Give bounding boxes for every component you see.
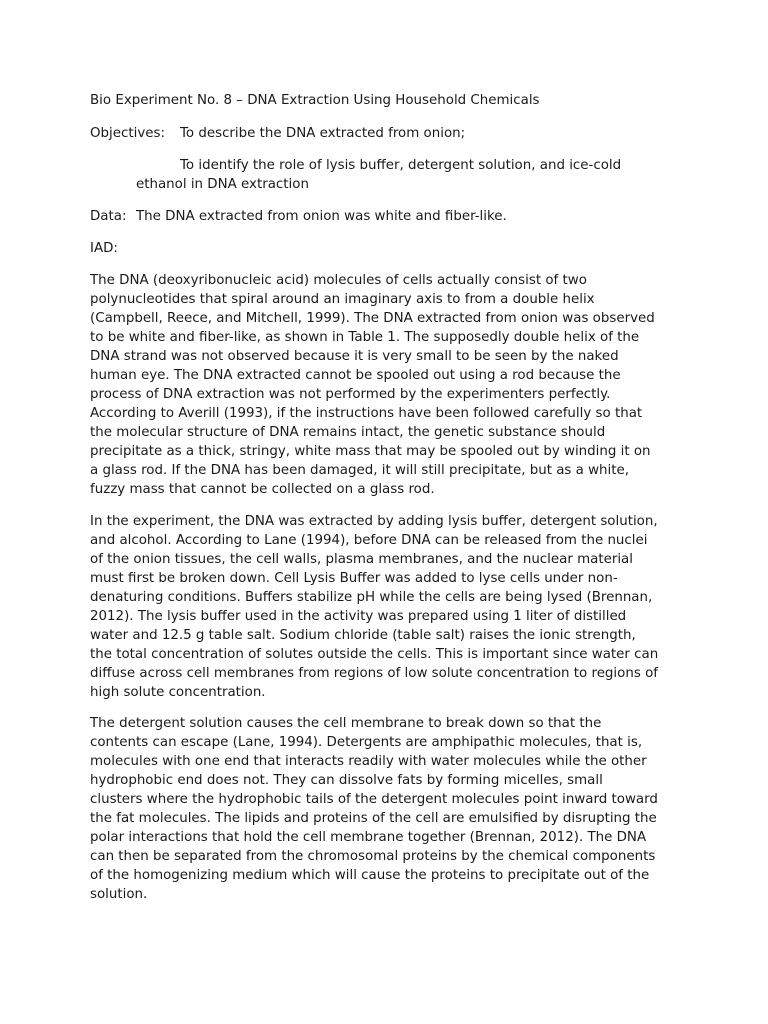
document-title: Bio Experiment No. 8 – DNA Extraction Using Household Chemicals — [90, 93, 540, 108]
paragraph-line: The detergent solution causes the cell membrane to break down so that the — [90, 716, 602, 731]
paragraph-line: fuzzy mass that cannot be collected on a glass rod. — [90, 482, 435, 497]
paragraph-line: solution. — [90, 887, 148, 902]
data-row — [90, 207, 507, 226]
paragraph-line: polynucleotides that spiral around an imaginary axis to from a double helix — [90, 292, 595, 307]
objectives-label: Objectives: — [90, 126, 165, 141]
paragraph-line: precipitate as a thick, stringy, white mass that may be spooled out by winding it on — [90, 444, 651, 459]
data-text: The DNA extracted from onion was white and fiber-like. — [136, 209, 507, 224]
paragraph-line: can then be separated from the chromosomal proteins by the chemical components — [90, 849, 656, 864]
paragraph-line: hydrophobic end does not. They can dissolve fats by forming micelles, small — [90, 773, 603, 788]
paragraph-line: the total concentration of solutes outside the cells. This is important since water can — [90, 647, 659, 662]
paragraph-line: high solute concentration. — [90, 685, 266, 700]
paragraph-line: of the homogenizing medium which will cause the proteins to precipitate out of the — [90, 868, 650, 883]
paragraph-detergent — [90, 714, 690, 904]
paragraph-line: the molecular structure of DNA remains intact, the genetic substance should — [90, 425, 606, 440]
paragraph-line: must first be broken down. Cell Lysis Buffer was added to lyse cells under non- — [90, 571, 618, 586]
paragraph-line: the fat molecules. The lipids and proteins of the cell are emulsified by disrupting the — [90, 811, 657, 826]
paragraph-line: to be white and fiber-like, as shown in Table 1. The supposedly double helix of the — [90, 330, 640, 345]
paragraph-line: process of DNA extraction was not performed by the experimenters perfectly. — [90, 387, 611, 402]
objective-item-1: To describe the DNA extracted from onion; — [180, 126, 466, 141]
paragraph-line: molecules with one end that interacts readily with water molecules while the other — [90, 754, 647, 769]
paragraph-line: diffuse across cell membranes from regions of low solute concentration to regions of — [90, 666, 658, 681]
paragraph-line: human eye. The DNA extracted cannot be spooled out using a rod because the — [90, 368, 621, 383]
paragraph-line: a glass rod. If the DNA has been damaged, it will still precipitate, but as a white, — [90, 463, 630, 478]
paragraph-line: of the onion tissues, the cell walls, plasma membranes, and the nuclear material — [90, 552, 633, 567]
paragraph-line: polar interactions that hold the cell membrane together (Brennan, 2012). The DNA — [90, 830, 647, 845]
paragraph-line: DNA strand was not observed because it is very small to be seen by the naked — [90, 349, 619, 364]
paragraph-line: contents can escape (Lane, 1994). Detergents are amphipathic molecules, that is, — [90, 735, 643, 750]
paragraph-line: 2012). The lysis buffer used in the activity was prepared using 1 liter of distilled — [90, 609, 627, 624]
objectives-row — [90, 124, 465, 143]
paragraph-lysis-buffer — [90, 512, 690, 702]
paragraph-line: clusters where the hydrophobic tails of the detergent molecules point inward toward — [90, 792, 658, 807]
paragraph-line: In the experiment, the DNA was extracted by adding lysis buffer, detergent solution, — [90, 514, 658, 529]
paragraph-dna-structure — [90, 271, 690, 499]
paragraph-line: denaturing conditions. Buffers stabilize pH while the cells are being lysed (Brennan, — [90, 590, 653, 605]
objective-item-2-line-1: To identify the role of lysis buffer, detergent solution, and ice-cold — [180, 158, 622, 173]
paragraph-line: water and 12.5 g table salt. Sodium chloride (table salt) raises the ionic strength, — [90, 628, 636, 643]
paragraph-line: and alcohol. According to Lane (1994), before DNA can be released from the nuclei — [90, 533, 648, 548]
data-label: Data: — [90, 209, 127, 224]
objective-item-2-line-2: ethanol in DNA extraction — [136, 177, 309, 192]
paragraph-line: (Campbell, Reece, and Mitchell, 1999). The DNA extracted from onion was observed — [90, 311, 655, 326]
iad-label: IAD: — [90, 241, 118, 256]
paragraph-line: According to Averill (1993), if the instructions have been followed carefully so that — [90, 406, 643, 421]
paragraph-line: The DNA (deoxyribonucleic acid) molecules of cells actually consist of two — [90, 273, 587, 288]
